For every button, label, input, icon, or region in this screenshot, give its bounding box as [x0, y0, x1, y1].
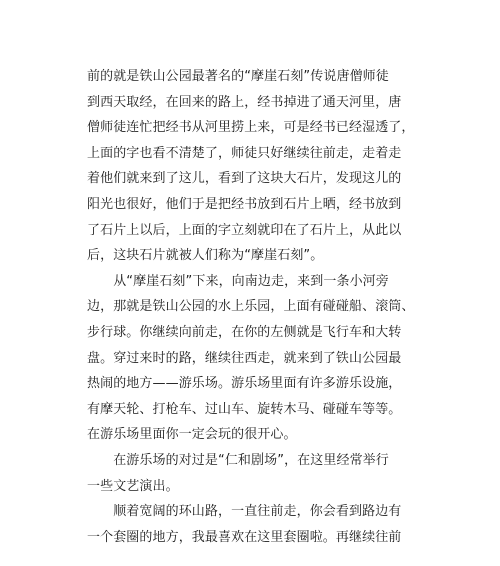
body-text [87, 64, 417, 550]
text-line: 从“摩崖石刻”下来，向南边走，来到一条小河旁 [87, 273, 389, 289]
text-line: 在游乐场里面你一定会玩的很开心。 [87, 427, 297, 443]
text-line: 后，这块石片就被人们称为“摩崖石刻”。 [87, 248, 324, 264]
text-line: 一个套圈的地方，我最喜欢在这里套圈啦。再继续往前 [87, 529, 402, 545]
text-line: 边，那就是铁山公园的水上乐园，上面有碰碰船、滚筒、 [87, 299, 415, 315]
text-line: 有摩天轮、打枪车、过山车、旋转木马、碰碰车等等。 [87, 401, 402, 417]
text-line: 到西天取经，在回来的路上，经书掉进了通天河里，唐 [87, 94, 402, 110]
text-line: 热闹的地方——游乐场。游乐场里面有许多游乐设施， [87, 376, 402, 392]
text-line: 一些文艺演出。 [87, 478, 179, 494]
text-line: 着他们就来到了这儿，看到了这块大石片，发现这儿的 [87, 171, 402, 187]
text-line: 步行球。你继续向前走，在你的左侧就是飞行车和大转 [87, 324, 402, 340]
text-line: 僧师徒连忙把经书从河里捞上来，可是经书已经湿透了， [87, 120, 415, 136]
text-line: 盘。穿过来时的路，继续往西走，就来到了铁山公园最 [87, 350, 402, 366]
text-line: 了石片上以后，上面的字立刻就印在了石片上，从此以 [87, 222, 402, 238]
text-line: 在游乐场的对过是“仁和剧场”，在这里经常举行 [87, 452, 389, 468]
text-line: 阳光也很好，他们于是把经书放到石片上晒，经书放到 [87, 196, 402, 212]
text-line: 顺着宽阔的环山路，一直往前走，你会看到路边有 [87, 504, 402, 520]
text-line: 上面的字也看不清楚了，师徒只好继续往前走，走着走 [87, 145, 402, 161]
text-line: 前的就是铁山公园最著名的“摩崖石刻”传说唐僧师徒 [87, 69, 389, 84]
